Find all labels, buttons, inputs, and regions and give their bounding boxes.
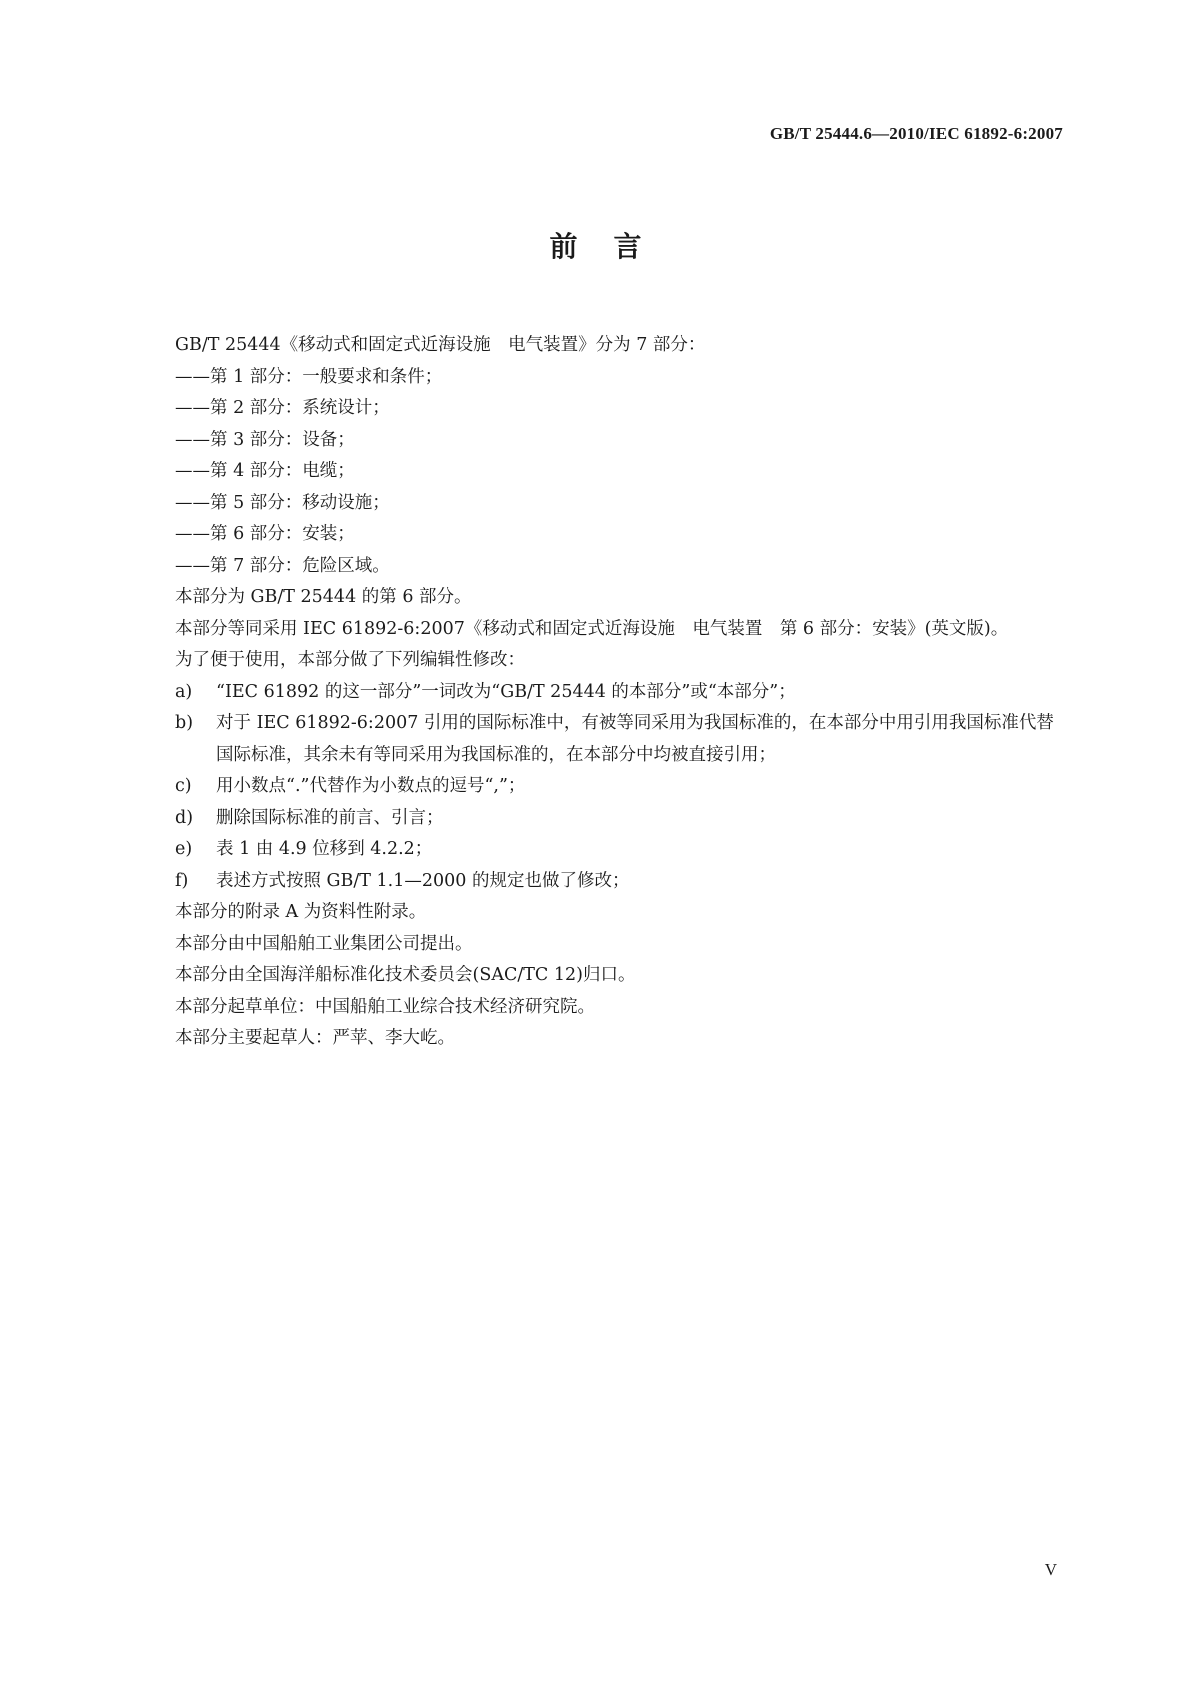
drafting-unit-statement: 本部分起草单位：中国船舶工业综合技术经济研究院。	[175, 996, 595, 1017]
modification-item	[136, 708, 1058, 771]
list-marker: d)	[175, 807, 194, 828]
drafters-statement: 本部分主要起草人：严苹、李大屹。	[175, 1028, 455, 1048]
list-marker: e)	[175, 839, 193, 859]
modification-item	[136, 834, 1058, 866]
part-statement: 本部分为 GB/T 25444 的第 6 部分。	[175, 587, 472, 607]
modification-text: 用小数点“.”代替作为小数点的逗号“,”；	[216, 776, 526, 796]
committee-statement: 本部分由全国海洋船标准化技术委员会(SAC/TC 12)归口。	[175, 965, 636, 985]
part-list-item: ——第 7 部分：危险区域。	[175, 555, 390, 576]
list-marker: f)	[175, 870, 189, 891]
list-marker: a)	[175, 681, 193, 702]
modifications-intro: 为了便于使用，本部分做了下列编辑性修改：	[175, 650, 525, 670]
modification-text: 表 1 由 4.9 位移到 4.2.2；	[216, 839, 433, 859]
annex-statement: 本部分的附录 A 为资料性附录。	[175, 902, 427, 922]
modification-text: “IEC 61892 的这一部分”一词改为“GB/T 25444 的本部分”或“本部分”；	[216, 681, 796, 702]
page-title: 前言	[549, 230, 678, 263]
part-list-item: ——第 1 部分：一般要求和条件；	[175, 366, 443, 387]
adoption-statement: 本部分等同采用 IEC 61892-6:2007《移动式和固定式近海设施 电气装置 第 6 部分：安装》(英文版)。	[175, 618, 1009, 639]
part-list-item: ——第 3 部分：设备；	[175, 429, 355, 450]
modification-item	[136, 866, 1058, 898]
page-number: V	[1044, 1560, 1057, 1579]
proposer-statement: 本部分由中国船舶工业集团公司提出。	[175, 933, 473, 954]
foreword-body	[136, 330, 1058, 1055]
list-marker: b)	[175, 713, 194, 733]
modification-text: 表述方式按照 GB/T 1.1—2000 的规定也做了修改；	[216, 870, 630, 891]
modification-text: 删除国际标准的前言、引言；	[216, 807, 444, 828]
modification-item	[136, 677, 1058, 709]
part-list-item: ——第 6 部分：安装；	[175, 524, 355, 544]
part-list-item: ——第 5 部分：移动设施；	[175, 492, 390, 513]
part-list-item: ——第 2 部分：系统设计；	[175, 398, 390, 418]
modification-text: 对于 IEC 61892-6:2007 引用的国际标准中，有被等同采用为我国标准的，在本部分中用引用我国标准代替国际标准，其余未有等同采用为我国标准的，在本部分中均被直接引用；	[216, 713, 1054, 765]
part-list-item: ——第 4 部分：电缆；	[175, 461, 355, 481]
list-marker: c)	[175, 776, 192, 796]
standard-code-header: GB/T 25444.6—2010/IEC 61892-6:2007	[769, 124, 1063, 143]
modification-item	[136, 771, 1058, 803]
modification-item	[136, 803, 1058, 835]
intro-paragraph: GB/T 25444《移动式和固定式近海设施 电气装置》分为 7 部分：	[175, 335, 706, 355]
